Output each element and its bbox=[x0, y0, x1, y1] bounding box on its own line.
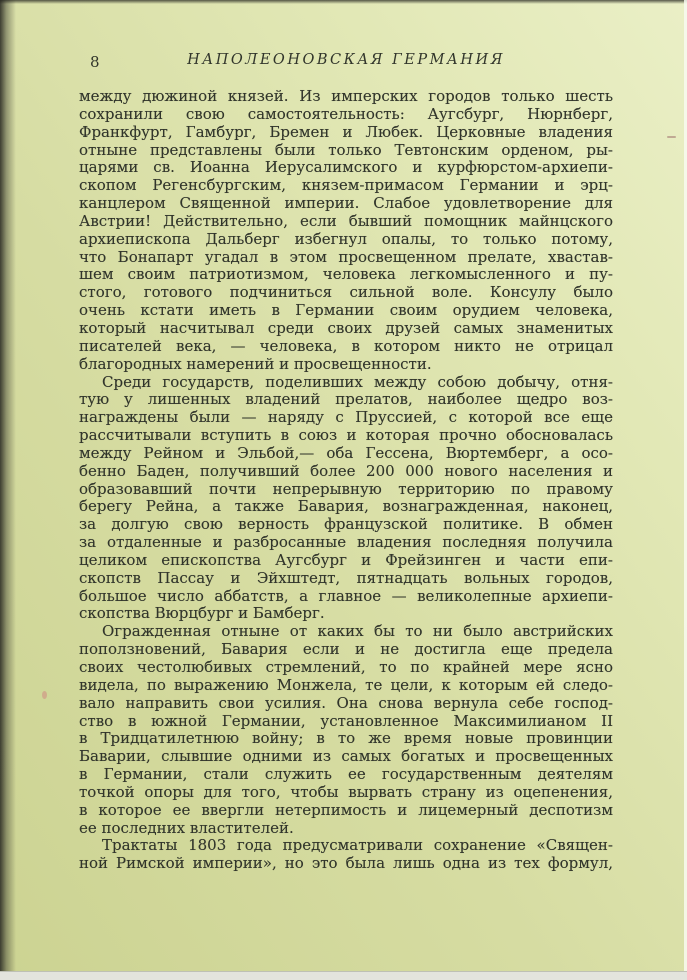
text-line: большое число аббатств, а главное — великолепные архиепи- bbox=[79, 586, 613, 605]
page-edge-top bbox=[0, 0, 687, 4]
text-line: Австрии! Действительно, если бывший помощник майнцского bbox=[79, 211, 613, 230]
text-line: рассчитывали вступить в союз и которая прочно обосновалась bbox=[79, 426, 613, 445]
text-line: отныне представлены были только Тевтонским орденом, ры- bbox=[79, 140, 613, 159]
text-line: вало направить свои усилия. Она снова вернула себе господ- bbox=[79, 693, 613, 712]
text-line: Огражденная отныне от каких бы то ни было австрийских bbox=[102, 622, 613, 641]
text-line: ее последних властителей. bbox=[79, 818, 294, 837]
text-line: ной Римской империи», но это была лишь одна из тех формул, bbox=[79, 854, 613, 873]
paragraph bbox=[79, 837, 613, 873]
paragraph bbox=[79, 88, 613, 374]
paragraph bbox=[79, 623, 613, 837]
text-line: шем своим патриотизмом, человека легкомысленного и пу- bbox=[79, 265, 613, 284]
text-line: скопом Регенсбургским, князем-примасом Германии и эрц- bbox=[79, 176, 613, 195]
text-line: точкой опоры для того, чтобы вырвать страну из оцепенения, bbox=[79, 782, 613, 801]
text-line: архиепископа Дальберг избегнул опалы, то только потому, bbox=[79, 229, 613, 248]
text-line: очень кстати иметь в Германии своим орудием человека, bbox=[79, 301, 613, 320]
text-line: Франкфурт, Гамбург, Бремен и Любек. Церковные владения bbox=[79, 122, 613, 141]
text-line: между дюжиной князей. Из имперских городов только шесть bbox=[79, 87, 613, 105]
scan-artifact-dash bbox=[667, 136, 676, 138]
text-line: в Тридцатилетнюю войну; в то же время новые провинции bbox=[79, 729, 613, 748]
text-line: Трактаты 1803 года предусматривали сохранение «Священ- bbox=[102, 836, 613, 855]
text-line: сохранили свою самостоятельность: Аугсбург, Нюрнберг, bbox=[79, 104, 613, 123]
page-edge-bottom bbox=[0, 971, 687, 980]
text-line: ство в южной Германии, установленное Максимилианом II bbox=[79, 711, 613, 730]
text-line: Баварии, слывшие одними из самых богатых и просвещенных bbox=[79, 747, 613, 766]
text-line: за отдаленные и разбросанные владения последняя получила bbox=[79, 533, 613, 552]
text-line: целиком епископства Аугсбург и Фрейзинген и части епи- bbox=[79, 550, 613, 569]
text-line: тую у лишенных владений прелатов, наиболее щедро воз- bbox=[79, 390, 613, 409]
page-number: 8 bbox=[90, 53, 101, 71]
text-line: писателей века, — человека, в котором никто не отрицал bbox=[79, 336, 613, 355]
text-line: видела, по выражению Монжела, те цели, к которым ей следо- bbox=[79, 675, 613, 694]
text-line: Среди государств, поделивших между собою добычу, отня- bbox=[102, 372, 613, 391]
text-line: своих честолюбивых стремлений, то по крайней мере ясно bbox=[79, 658, 613, 676]
text-line: между Рейном и Эльбой,— оба Гессена, Вюртемберг, а осо- bbox=[79, 443, 613, 462]
text-line: поползновений, Бавария если и не достигла еще предела bbox=[79, 640, 613, 659]
text-line: царями св. Иоанна Иерусалимского и курфюрстом-архиепи- bbox=[79, 158, 613, 177]
text-line: канцлером Священной империи. Слабое удовлетворение для bbox=[79, 194, 613, 213]
text-line: в которое ее ввергли нетерпимость и лицемерный деспотизм bbox=[79, 800, 613, 819]
text-block bbox=[79, 88, 613, 873]
text-line: скопств Пассау и Эйхштедт, пятнадцать вольных городов, bbox=[79, 568, 613, 587]
page-edge-left bbox=[0, 0, 16, 972]
running-title: НАПОЛЕОНОВСКАЯ ГЕРМАНИЯ bbox=[187, 52, 505, 68]
text-line: стого, готового подчиниться сильной воле. Консулу было bbox=[79, 283, 613, 302]
text-line: который насчитывал среди своих друзей самых знаменитых bbox=[79, 318, 613, 337]
text-line: благородных намерений и просвещенности. bbox=[79, 354, 432, 373]
text-line: образовавший почти непрерывную территорию по правому bbox=[79, 479, 613, 498]
text-line: в Германии, стали служить ее государственным деятелям bbox=[79, 765, 613, 784]
text-line: что Бонапарт угадал в этом просвещенном прелате, хвастав- bbox=[79, 247, 613, 266]
scan-artifact-speck bbox=[42, 691, 47, 699]
paragraph bbox=[79, 374, 613, 624]
text-line: скопства Вюрцбург и Бамберг. bbox=[79, 604, 325, 623]
text-line: за долгую свою верность французской политике. В обмен bbox=[79, 515, 613, 534]
text-line: бенно Баден, получивший более 200 000 нового населения и bbox=[79, 461, 613, 480]
text-line: берегу Рейна, а также Бавария, вознагражденная, наконец, bbox=[79, 497, 613, 516]
text-line: награждены были — наряду с Пруссией, с которой все еще bbox=[79, 408, 613, 427]
